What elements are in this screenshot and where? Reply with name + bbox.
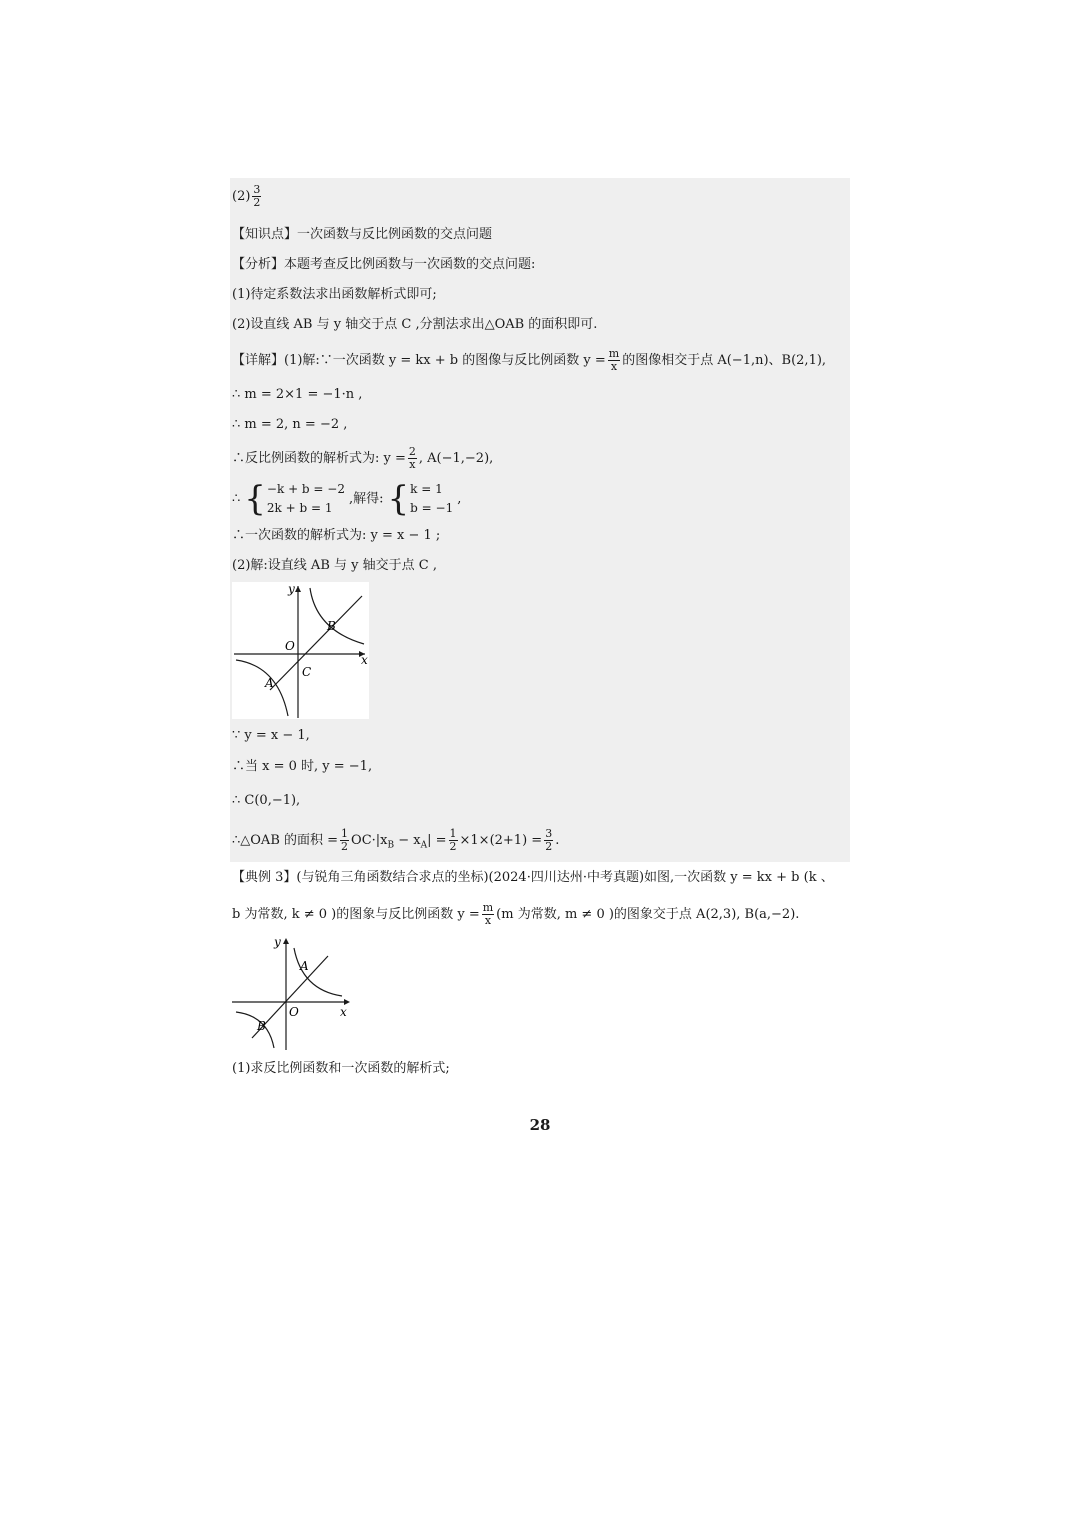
detail-line3	[232, 446, 493, 471]
detail-intro	[232, 348, 826, 373]
hyperbola-upper-branch	[310, 588, 364, 644]
therefore-symbol: ∴	[232, 491, 241, 507]
brace-glyph: {	[244, 479, 266, 519]
fraction-numerator: m	[608, 347, 620, 360]
system-right-row1: k = 1	[410, 482, 443, 496]
fraction-denominator: x	[610, 360, 618, 373]
area-text-b: OC·|x	[351, 833, 388, 848]
fraction-numerator: 1	[341, 827, 349, 840]
detail-line8: ∴当 x = 0 时, y = −1,	[232, 759, 373, 774]
detail-intro-text-a: 【详解】(1)解:∵一次函数 y = kx + b 的图像与反比例函数 y =	[232, 353, 606, 368]
label-b: B	[327, 619, 336, 633]
label-b: B	[257, 1019, 266, 1033]
fraction-denominator: 2	[545, 840, 553, 853]
label-y: y	[274, 935, 281, 949]
equation-system-line	[232, 480, 461, 518]
fraction-denominator: x	[409, 458, 416, 471]
detail-line6: (2)解:设直线 AB 与 y 轴交于点 C ,	[232, 558, 437, 573]
knowledge-point: 【知识点】一次函数与反比例函数的交点问题	[232, 227, 493, 242]
answer-part2	[232, 184, 263, 209]
fraction-denominator: 2	[449, 840, 457, 853]
figure2-graph	[230, 934, 356, 1052]
answer-part2-prefix: (2)	[232, 189, 251, 204]
fraction-numerator: 1	[449, 827, 457, 840]
y-axis-arrow	[295, 586, 301, 592]
fraction-denominator: x	[484, 914, 492, 927]
label-c: C	[302, 665, 312, 679]
fraction-numerator: m	[482, 901, 494, 914]
detail-intro-text-b: 的图像相交于点 A(−1,n)、B(2,1),	[622, 353, 827, 368]
fraction-denominator: 2	[253, 196, 261, 209]
area-fraction1	[340, 828, 349, 853]
system-left-row2: 2k + b = 1	[266, 501, 333, 515]
example3-fraction	[482, 902, 494, 927]
analysis-title: 【分析】本题考查反比例函数与一次函数的交点问题:	[232, 257, 536, 272]
fraction-numerator: 3	[253, 183, 261, 196]
brace-glyph: {	[387, 479, 410, 519]
detail-intro-fraction	[608, 348, 620, 373]
analysis-step1: (1)待定系数法求出函数解析式即可;	[232, 287, 437, 302]
subscript-b: B	[387, 840, 395, 851]
detail-line2: ∴ m = 2, n = −2 ,	[232, 417, 348, 432]
hyperbola-lower-branch	[236, 1012, 274, 1048]
system-end: ,	[457, 491, 462, 507]
answer-part2-fraction	[252, 184, 261, 209]
label-a: A	[265, 676, 274, 690]
detail-line3-text-b: , A(−1,−2),	[418, 451, 494, 466]
label-x: x	[340, 1005, 347, 1019]
detail-line7: ∵ y = x − 1,	[232, 728, 310, 743]
hyperbola-lower-branch	[236, 660, 288, 716]
system-rows	[267, 480, 345, 518]
fraction-denominator: 2	[341, 840, 349, 853]
equation-system-right	[388, 480, 454, 518]
system-right-row2: b = −1	[410, 501, 454, 515]
label-x: x	[361, 653, 368, 667]
example3-line2	[232, 902, 799, 927]
system-rows	[410, 480, 453, 518]
example3-line1: 【典例 3】(与锐角三角函数结合求点的坐标)(2024·四川达州·中考真题)如图,一次函数 y = kx + b (k 、	[232, 870, 834, 885]
subscript-a: A	[420, 840, 428, 851]
page-number: 28	[529, 1116, 551, 1134]
label-o: O	[285, 639, 295, 653]
label-y: y	[288, 582, 295, 596]
area-fraction2	[449, 828, 458, 853]
area-fraction3	[544, 828, 553, 853]
area-text-d: | =	[427, 833, 447, 848]
example3-text-b: (m 为常数, m ≠ 0 )的图象交于点 A(2,3), B(a,−2).	[496, 907, 800, 922]
area-text-e: ×1×(2+1) =	[459, 833, 543, 848]
y-axis-arrow	[283, 938, 289, 944]
detail-line1: ∴ m = 2×1 = −1·n ,	[232, 387, 363, 402]
area-text-c: − x	[394, 833, 421, 848]
analysis-step2: (2)设直线 AB 与 y 轴交于点 C ,分割法求出△OAB 的面积即可.	[232, 317, 598, 332]
figure1-graph	[232, 582, 369, 719]
question1: (1)求反比例函数和一次函数的解析式;	[232, 1061, 450, 1076]
detail-line3-fraction	[408, 446, 417, 471]
detail-line5: ∴一次函数的解析式为: y = x − 1 ;	[232, 528, 441, 543]
system-left-row1: −k + b = −2	[266, 482, 345, 496]
example3-text-a: b 为常数, k ≠ 0 )的图象与反比例函数 y =	[232, 907, 480, 922]
area-text-f: .	[555, 833, 560, 848]
area-text-a: ∴△OAB 的面积 =	[232, 833, 339, 848]
fraction-numerator: 2	[408, 445, 416, 458]
label-a: A	[300, 959, 309, 973]
equation-system-left	[244, 480, 345, 518]
line-ab	[270, 596, 362, 690]
fraction-numerator: 3	[545, 827, 553, 840]
detail-line3-text-a: ∴反比例函数的解析式为: y =	[232, 451, 406, 466]
detail-line9: ∴ C(0,−1),	[232, 793, 301, 808]
system-solve-label: ,解得:	[349, 491, 384, 507]
detail-area	[232, 828, 559, 855]
label-o: O	[289, 1005, 299, 1019]
